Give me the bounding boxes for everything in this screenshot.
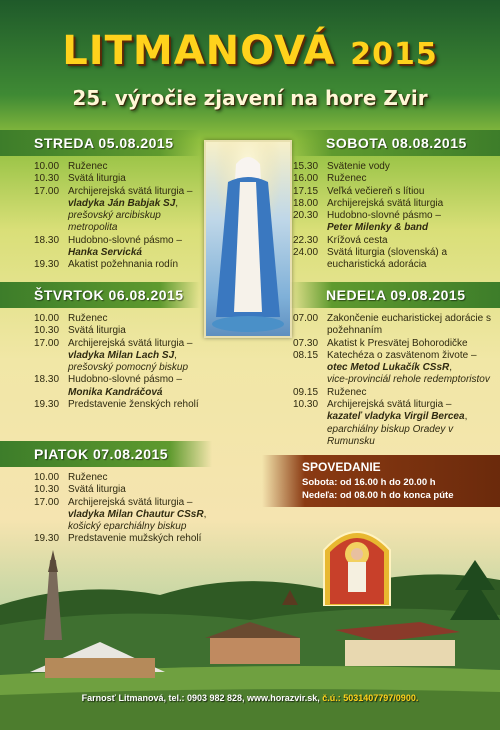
schedule-description	[327, 313, 493, 338]
schedule-text: Krížová cesta	[327, 234, 388, 246]
schedule-item	[293, 313, 493, 338]
schedule-text: Ruženec	[327, 386, 367, 398]
schedule-description	[327, 235, 493, 247]
schedule-description	[327, 338, 493, 350]
schedule-item	[293, 247, 493, 272]
confession-line-sunday: Nedeľa: od 08.00 h do konca púte	[302, 490, 454, 501]
schedule-item	[34, 484, 224, 496]
schedule-description	[68, 484, 224, 496]
saturday-heading-text: SOBOTA 08.08.2015	[326, 135, 467, 151]
schedule-text: Akatist k Presvätej Bohorodičke	[327, 337, 468, 349]
schedule-item	[293, 338, 493, 350]
schedule-text: Hudobno-slovné pásmo –	[68, 234, 182, 246]
schedule-item	[34, 399, 202, 411]
schedule-description	[68, 235, 202, 260]
wednesday-heading-text: STREDA 05.08.2015	[34, 135, 174, 151]
confession-heading: SPOVEDANIE	[302, 460, 381, 474]
schedule-saturday	[293, 161, 493, 272]
schedule-item	[293, 350, 493, 387]
schedule-thursday	[34, 313, 202, 411]
footer-account: č.ú.: 5031407797/0900.	[322, 693, 419, 703]
schedule-time: 08.15	[293, 349, 319, 361]
schedule-role: vice-provinciál rehole redemptoristov	[327, 374, 490, 386]
confession-line-saturday: Sobota: od 16.00 h do 20.00 h	[302, 477, 436, 488]
schedule-speaker: otec Metod Lukačík CSsR	[327, 362, 450, 374]
title-main: LITMANOVÁ	[62, 28, 336, 74]
schedule-text: Archijerejská svätá liturgia –	[68, 185, 193, 197]
schedule-description	[327, 186, 493, 198]
day-heading-sunday	[290, 282, 500, 308]
church-landscape-photo	[0, 550, 500, 730]
schedule-description	[68, 173, 202, 185]
schedule-time: 24.00	[293, 247, 319, 259]
schedule-speaker: vladyka Milan Lach SJ	[68, 349, 175, 361]
schedule-text: Archijerejská svätá liturgia –	[327, 399, 452, 411]
schedule-text: Svätenie vody	[327, 161, 390, 172]
poster-title	[0, 28, 500, 74]
schedule-friday	[34, 472, 224, 546]
thursday-heading-text: ŠTVRTOK 06.08.2015	[34, 287, 184, 303]
schedule-text: Archijerejská svätá liturgia –	[68, 337, 193, 349]
schedule-description	[68, 259, 202, 271]
schedule-item	[34, 173, 202, 185]
schedule-time: 10.00	[34, 472, 60, 483]
schedule-item	[34, 161, 202, 173]
schedule-time: 10.30	[34, 173, 60, 185]
schedule-text: Svätá liturgia	[68, 173, 126, 185]
schedule-time: 17.00	[34, 337, 60, 349]
schedule-description	[68, 325, 202, 337]
schedule-time: 07.30	[293, 337, 319, 349]
schedule-description	[68, 533, 224, 545]
schedule-speaker: Peter Milenky & band	[327, 222, 429, 234]
schedule-speaker: kazateľ vladyka Virgil Bercea	[327, 411, 465, 423]
schedule-item	[34, 533, 224, 545]
schedule-item	[293, 387, 493, 399]
schedule-text: Veľká večiereň s lítiou	[327, 185, 425, 197]
schedule-item	[34, 338, 202, 375]
schedule-item	[293, 399, 493, 448]
schedule-time: 18.30	[34, 234, 60, 246]
schedule-text: Predstavenie ženských reholí	[68, 399, 199, 411]
schedule-text: Svätá liturgia (slovenská) a eucharistická adorácia	[327, 247, 448, 271]
schedule-description	[327, 210, 493, 235]
schedule-time: 19.30	[34, 399, 60, 411]
schedule-item	[34, 313, 202, 325]
schedule-speaker-suffix: ,	[174, 349, 177, 361]
schedule-text: Zakončenie eucharistickej adorácie s požehnaním	[327, 313, 491, 337]
schedule-text: Katechéza o zasvätenom živote –	[327, 349, 477, 361]
schedule-item	[34, 472, 224, 484]
schedule-item	[293, 235, 493, 247]
schedule-description	[327, 247, 493, 272]
schedule-time: 19.30	[34, 259, 60, 271]
schedule-time: 17.15	[293, 185, 319, 197]
schedule-text: Svätá liturgia	[68, 484, 126, 496]
schedule-item	[293, 186, 493, 198]
schedule-speaker-suffix: ,	[449, 362, 453, 374]
confession-box	[262, 455, 500, 507]
icon-painting	[322, 520, 392, 606]
schedule-description	[68, 399, 202, 411]
schedule-role: prešovský pomocný biskup	[68, 362, 189, 374]
schedule-description	[327, 173, 493, 185]
schedule-time: 09.15	[293, 386, 319, 398]
schedule-role: eparchiálny biskup Oradey v Rumunsku	[327, 423, 454, 447]
schedule-item	[293, 210, 493, 235]
schedule-description	[68, 338, 202, 375]
schedule-description	[327, 161, 493, 173]
schedule-description	[327, 399, 493, 448]
schedule-item	[293, 161, 493, 173]
schedule-time: 15.30	[293, 161, 319, 172]
schedule-speaker-suffix: ,	[464, 411, 468, 423]
schedule-text: Hudobno-slovné pásmo –	[327, 210, 441, 222]
schedule-description	[327, 387, 493, 399]
day-heading-wednesday	[0, 130, 200, 156]
schedule-time: 17.00	[34, 185, 60, 197]
schedule-text: Ruženec	[68, 313, 108, 324]
schedule-time: 10.30	[34, 484, 60, 496]
schedule-time: 10.00	[34, 313, 60, 324]
schedule-speaker: Monika Kandráčová	[68, 386, 163, 398]
schedule-text: Predstavenie mužských reholí	[68, 533, 202, 545]
schedule-item	[34, 497, 224, 534]
schedule-description	[68, 313, 202, 325]
schedule-time: 10.00	[34, 161, 60, 172]
schedule-role: košický eparchiálny biskup	[68, 521, 187, 533]
schedule-time: 18.00	[293, 197, 319, 209]
schedule-text: Archijerejská svätá liturgia	[327, 197, 444, 209]
footer-contact	[0, 693, 500, 703]
schedule-time: 07.00	[293, 313, 319, 324]
schedule-time: 10.30	[34, 325, 60, 337]
schedule-description	[68, 472, 224, 484]
day-heading-saturday	[290, 130, 500, 156]
schedule-item	[34, 186, 202, 235]
schedule-description	[68, 497, 224, 534]
schedule-time: 20.30	[293, 210, 319, 222]
schedule-speaker-suffix: ,	[203, 508, 207, 520]
schedule-description	[68, 186, 202, 235]
schedule-text: Ruženec	[327, 173, 367, 185]
schedule-description	[327, 350, 493, 387]
day-heading-friday	[0, 441, 212, 467]
footer-text: Farnosť Litmanová, tel.: 0903 982 828, www.horazvir.sk,	[81, 693, 320, 703]
schedule-item	[293, 173, 493, 185]
schedule-text: Svätá liturgia	[68, 325, 126, 337]
title-year: 2015	[350, 37, 438, 72]
schedule-description	[327, 198, 493, 210]
schedule-description	[68, 161, 202, 173]
schedule-item	[34, 325, 202, 337]
schedule-speaker: vladyka Milan Chautur CSsR	[68, 508, 204, 520]
schedule-time: 17.00	[34, 496, 60, 508]
friday-heading-text: PIATOK 07.08.2015	[34, 446, 169, 462]
schedule-text: Akatist požehnania rodín	[68, 259, 179, 271]
schedule-text: Hudobno-slovné pásmo –	[68, 374, 182, 386]
schedule-wednesday	[34, 161, 202, 272]
schedule-time: 10.30	[293, 399, 319, 411]
schedule-description	[68, 374, 202, 399]
schedule-item	[293, 198, 493, 210]
schedule-sunday	[293, 313, 493, 448]
schedule-speaker: Hanka Servická	[68, 247, 142, 259]
schedule-time: 22.30	[293, 234, 319, 246]
sunday-heading-text: NEDEĽA 09.08.2015	[326, 287, 466, 303]
schedule-time: 19.30	[34, 533, 60, 545]
schedule-time: 18.30	[34, 374, 60, 386]
schedule-text: Ruženec	[68, 161, 108, 172]
schedule-text: Ruženec	[68, 472, 108, 483]
schedule-item	[34, 259, 202, 271]
schedule-time: 16.00	[293, 173, 319, 185]
schedule-item	[34, 235, 202, 260]
virgin-mary-painting	[204, 140, 292, 338]
schedule-text: Archijerejská svätá liturgia –	[68, 496, 193, 508]
schedule-speaker: vladyka Ján Babjak SJ	[68, 197, 176, 209]
day-heading-thursday	[0, 282, 200, 308]
schedule-role: prešovský arcibiskup metropolita	[68, 210, 161, 234]
schedule-item	[34, 374, 202, 399]
poster-subtitle: 25. výročie zjavení na hore Zvir	[72, 86, 428, 110]
schedule-speaker-suffix: ,	[175, 197, 179, 209]
